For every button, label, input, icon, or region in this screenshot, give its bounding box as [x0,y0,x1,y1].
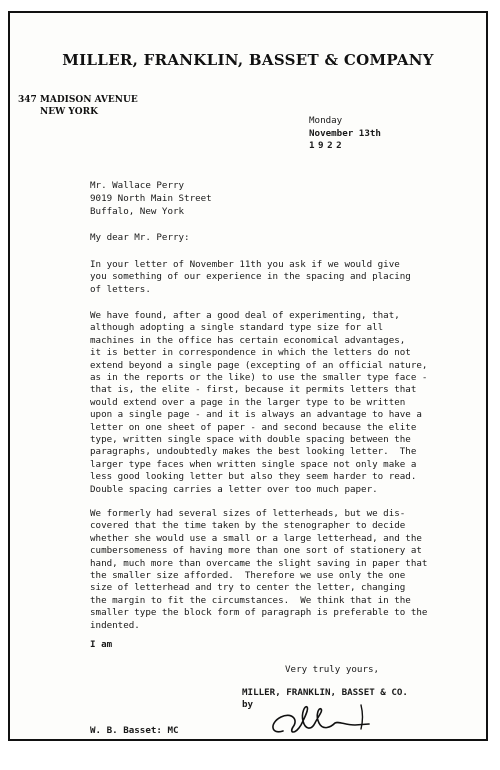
paragraph-line: the smaller size afforded. Therefore we use only the one [90,570,406,582]
by-label: by [242,699,254,710]
address-line-street: 347 MADISON AVENUE [18,95,138,105]
paragraph-line: extend beyond a single page (excepting of an official nature, [90,359,428,371]
date-weekday: Monday [309,115,343,126]
closing-i-am: I am [90,639,113,650]
recipient-address [90,179,212,218]
letter-date [309,115,381,153]
paragraph-line: machines in the office has certain economical advantages, [90,334,406,346]
recipient-street: 9019 North Main Street [90,193,212,204]
paragraph-line: whether she would use a small or a large letterhead, and the [90,532,422,544]
paragraph-line: that is, the elite - first, because it permits letters that [90,384,417,396]
paragraph-3 [90,508,485,632]
paragraph-line: We formerly had several sizes of letterheads, but we dis- [90,508,406,519]
paragraph-line: Double spacing carries a letter over too much paper. [90,483,378,495]
recipient-city: Buffalo, New York [90,206,185,217]
letter-page [8,11,488,741]
paragraph-line: hand, much more than overcame the slight saving in paper that [90,557,428,569]
paragraph-line: the margin to fit the circumstances. We think that in the [90,594,411,606]
paragraph-line: paragraphs, undoubtedly makes the best looking letter. The [90,446,417,458]
recipient-name: Mr. Wallace Perry [90,180,185,191]
paragraph-line: upon a single page - and it is always an advantage to have a [90,409,422,421]
salutation: My dear Mr. Perry: [90,232,190,243]
paragraph-2 [90,310,485,496]
address-line-city: NEW YORK [40,107,98,117]
paragraph-line: covered that the time taken by the stenographer to decide [90,520,406,532]
paragraph-line: although adopting a single standard type size for all [90,322,384,334]
paragraph-1 [90,259,485,296]
paragraph-line: less good looking letter but also they seem harder to read. [90,471,417,483]
typist-initials: W. B. Basset: MC [90,725,179,736]
firm-name: MILLER, FRANKLIN, BASSET & CO. [242,687,408,698]
paragraph-line: We have found, after a good deal of experimenting, that, [90,310,400,321]
paragraph-line: smaller type the block form of paragraph is preferable to the [90,607,428,619]
date-year: 1922 [309,140,346,151]
letterhead-address [18,94,138,118]
paragraph-line: type, written single space with double spacing between the [90,434,411,446]
paragraph-line: In your letter of November 11th you ask if we would give [90,259,400,270]
paragraph-line: you something of our experience in the spacing and placing [90,271,411,283]
paragraph-line: indented. [90,619,140,631]
paragraph-line: cumbersomeness of having more than one sort of stationery at [90,545,422,557]
letterhead-company-name: MILLER, FRANKLIN, BASSET & COMPANY [62,51,434,69]
paragraph-line: larger type faces when written single space not only make a [90,458,417,470]
paragraph-line: size of letterhead and try to center the letter, changing [90,582,406,594]
paragraph-line: of letters. [90,283,151,295]
valediction: Very truly yours, [285,664,380,675]
paragraph-line: as in the reports or the like) to use the smaller type face - [90,372,428,384]
paragraph-line: it is better in correspondence in which the letters do not [90,347,411,359]
date-month-day: November 13th [309,127,381,139]
handwritten-signature [265,701,390,741]
paragraph-line: would extend over a page in the larger type to be written [90,396,406,408]
paragraph-line: letter on one sheet of paper - and second because the elite [90,421,417,433]
